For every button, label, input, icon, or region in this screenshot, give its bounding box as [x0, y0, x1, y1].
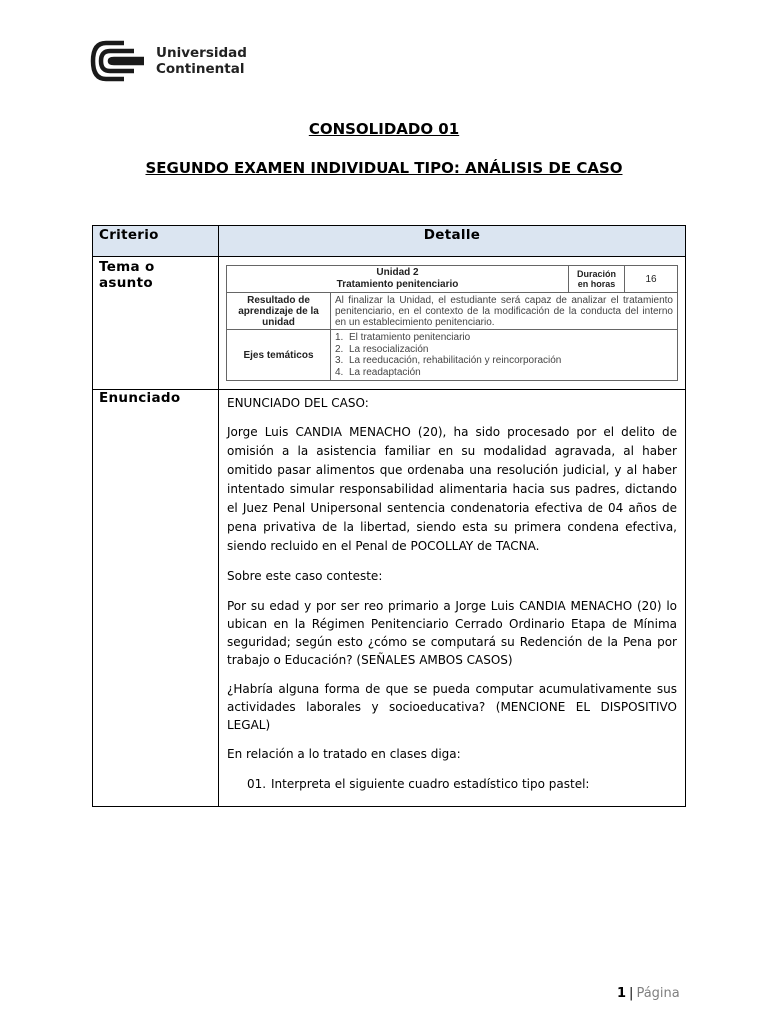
case-heading: ENUNCIADO DEL CASO:: [227, 396, 369, 410]
page-footer: [617, 986, 680, 1001]
document-title: CONSOLIDADO 01: [308, 120, 460, 138]
item-text: Interpreta el siguiente cuadro estadístico tipo pastel:: [271, 777, 590, 791]
enunciado-body: [219, 390, 685, 806]
page-number: 1: [617, 986, 627, 1001]
duration-label-1: Duración: [577, 269, 617, 279]
unit-subtitle: Tratamiento penitenciario: [336, 279, 459, 290]
table-row-enunciado: [93, 390, 686, 807]
duration-label-cell: [569, 266, 625, 293]
list-item: 2. La resocialización: [335, 343, 429, 355]
exam-table: [92, 225, 686, 807]
result-label: Resultado de aprendizaje de la unidad: [227, 293, 331, 330]
header-detalle: Detalle: [423, 227, 481, 243]
case-instruction: Sobre este caso conteste:: [227, 569, 383, 583]
row-label-enunciado: Enunciado: [99, 390, 181, 406]
list-item: 1. El tratamiento penitenciario: [335, 332, 471, 343]
duration-value: 16: [625, 266, 678, 293]
table-row-tema: [93, 257, 686, 390]
result-text: Al finalizar la Unidad, el estudiante será capaz de analizar el tratamiento penitenciario, en el contexto de la modificación de la conducta del interno en un establecimiento penitenciario.: [331, 293, 678, 330]
axes-label: Ejes temáticos: [227, 330, 331, 381]
axes-cell: [331, 330, 678, 381]
relation-text: En relación a lo tratado en clases diga:: [227, 747, 461, 761]
footer-separator: |: [629, 986, 634, 1001]
continental-logo-icon: [90, 40, 148, 82]
logo-line-1: Universidad: [156, 45, 247, 61]
unit-info-table: [226, 265, 678, 381]
page-label: Página: [636, 986, 680, 1001]
duration-label-2: en horas: [577, 279, 616, 289]
row-label-tema: Tema o asunto: [99, 259, 155, 291]
numbered-item: [227, 775, 677, 794]
unit-title-cell: [227, 266, 569, 293]
question-2: ¿Habría alguna forma de que se pueda computar acumulativamente sus actividades laborales y socioeducativa? (MENCIONE EL DISPOSITIVO LEGAL): [227, 682, 677, 732]
case-text: Jorge Luis CANDIA MENACHO (20), ha sido procesado por el delito de omisión a la asistencia familiar en su modalidad agravada, al haber omitido pasar alimentos que ordenaba una resolución judicial, y al haber intentado simular responsabilidad alimentaria hacia sus padres, dictando el Juez Penal Unipersonal sentencia condenatoria efectiva de 04 años de pena privativa de la libertad, siendo esta su primera condena efectiva, siendo recluido en el Penal de POCOLLAY de TACNA.: [227, 425, 677, 553]
document-subtitle: SEGUNDO EXAMEN INDIVIDUAL TIPO: ANÁLISIS DE CASO: [145, 159, 623, 177]
question-1: Por su edad y por ser reo primario a Jorge Luis CANDIA MENACHO (20) lo ubican en la Régimen Penitenciario Cerrado Ordinario Etapa de Mínima seguridad; según esto ¿cómo se computará su Redención de la Pena por trabajo o Educación? (SEÑALES AMBOS CASOS): [227, 599, 677, 667]
university-logo: [90, 40, 247, 82]
axes-list: [335, 332, 673, 378]
table-header-row: [93, 226, 686, 257]
list-item: 4. La readaptación: [335, 366, 421, 378]
logo-line-2: Continental: [156, 61, 245, 77]
item-number: 01.: [247, 777, 267, 791]
unit-title: Unidad 2: [376, 267, 419, 278]
header-criterio: Criterio: [99, 227, 159, 243]
logo-text: [156, 45, 247, 77]
list-item: 3. La reeducación, rehabilitación y reincorporación: [335, 355, 562, 366]
